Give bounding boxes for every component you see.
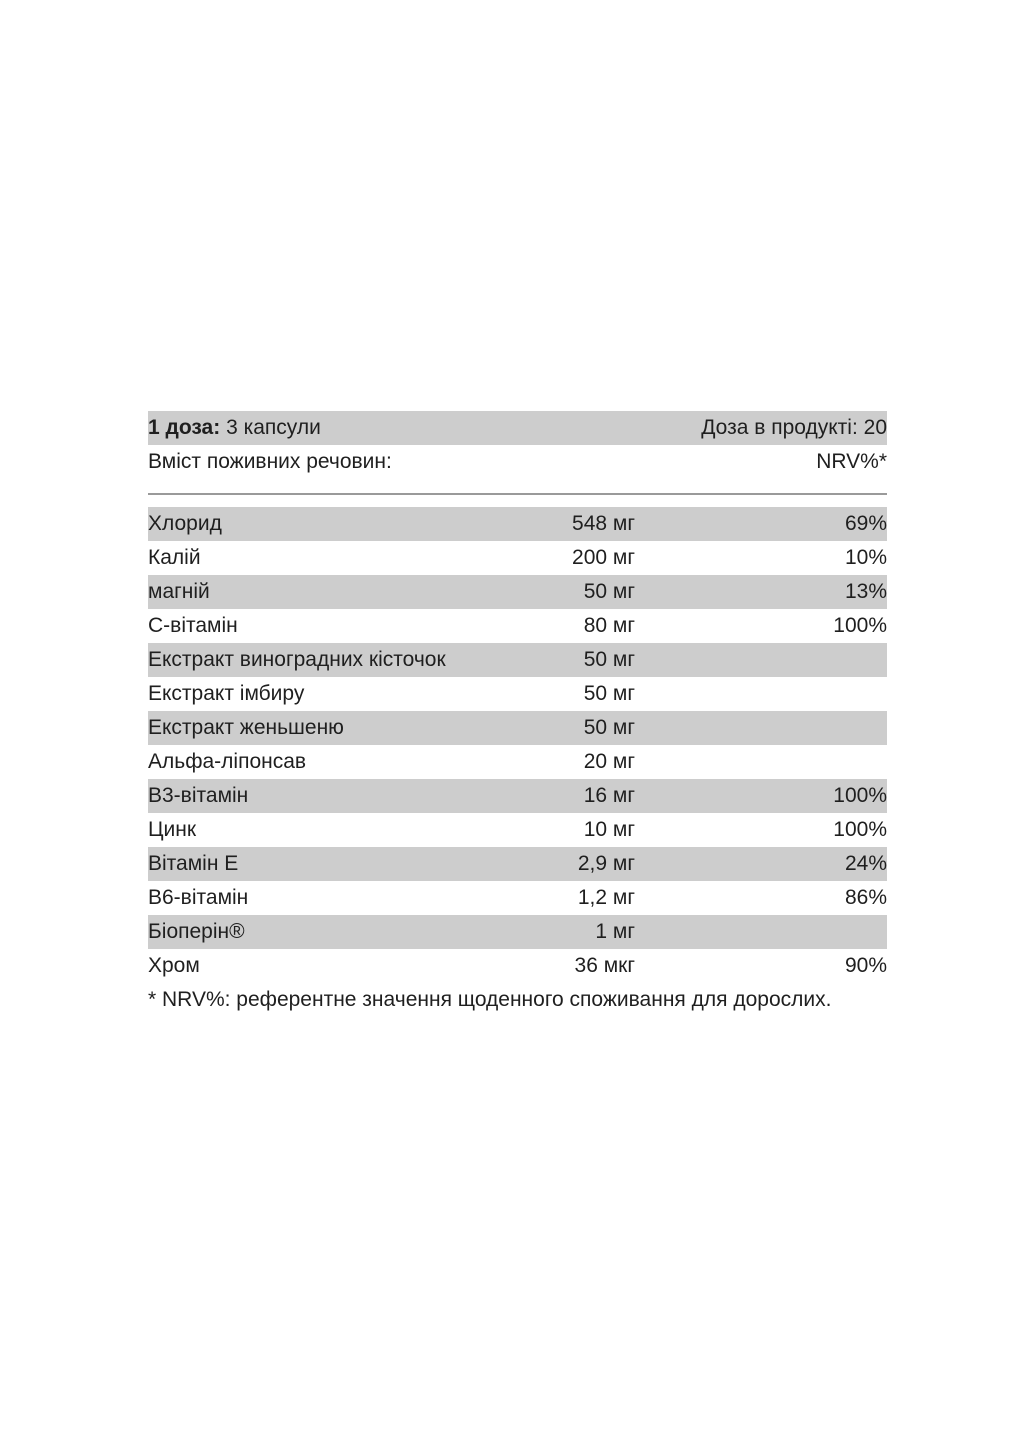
- nutrient-name: Альфа-ліпонсав: [148, 750, 307, 773]
- nutrient-name: Вітамін Е: [148, 852, 239, 875]
- table-row: [148, 507, 887, 541]
- nutrient-amount: 548 мг: [572, 512, 635, 535]
- nutrient-amount: 20 мг: [583, 750, 635, 773]
- nutrient-name: Біоперін®: [148, 920, 245, 943]
- nrv-column-label: NRV%*: [816, 450, 887, 473]
- nutrient-name: В3-вітамін: [148, 784, 249, 807]
- nutrient-nrv: 24%: [844, 852, 887, 875]
- nutrient-amount: 2,9 мг: [577, 852, 635, 875]
- nutrient-amount: 80 мг: [583, 614, 635, 637]
- table-row: [148, 881, 887, 915]
- content-label: Вміст поживних речовин:: [148, 450, 392, 473]
- nutrient-amount: 1,2 мг: [577, 886, 635, 909]
- nutrient-name: Екстракт женьшеню: [148, 716, 344, 739]
- nutrient-nrv: 10%: [844, 546, 887, 569]
- divider: [148, 493, 887, 495]
- nutrient-nrv: 69%: [844, 512, 887, 535]
- table-row: [148, 745, 887, 779]
- table-row: [148, 677, 887, 711]
- table-row: [148, 711, 887, 745]
- table-row: [148, 949, 887, 983]
- table-row: [148, 643, 887, 677]
- nutrient-amount: 50 мг: [583, 648, 635, 671]
- servings-per-container: Доза в продукті: 20: [701, 416, 887, 439]
- table-row: [148, 779, 887, 813]
- nutrient-amount: 16 мг: [583, 784, 635, 807]
- content-header-row: [148, 445, 887, 479]
- nutrient-name: С-вітамін: [148, 614, 238, 637]
- footnote: * NRV%: референтне значення щоденного споживання для дорослих.: [148, 988, 832, 1011]
- nutrient-nrv: 100%: [833, 614, 887, 637]
- nutrient-nrv: 100%: [833, 818, 887, 841]
- table-row: [148, 847, 887, 881]
- nutrient-nrv: 86%: [844, 886, 887, 909]
- nutrient-amount: 200 мг: [572, 546, 635, 569]
- dose-label: 1 доза:: [148, 416, 221, 439]
- nutrient-nrv: 100%: [833, 784, 887, 807]
- nutrient-name: Екстракт імбиру: [148, 682, 305, 705]
- nutrient-name: Цинк: [148, 818, 197, 841]
- dose-header-row: [148, 411, 887, 445]
- nutrient-amount: 50 мг: [583, 682, 635, 705]
- nutrient-nrv: 90%: [844, 954, 887, 977]
- table-row: [148, 541, 887, 575]
- nutrient-name: магній: [148, 580, 210, 603]
- table-row: [148, 813, 887, 847]
- nutrient-amount: 50 мг: [583, 580, 635, 603]
- nutrient-name: Хлорид: [148, 512, 222, 535]
- nutrient-nrv: 13%: [844, 580, 887, 603]
- dose-value: 3 капсули: [220, 416, 321, 439]
- nutrient-amount: 36 мкг: [574, 954, 635, 977]
- nutrient-amount: 1 мг: [595, 920, 635, 943]
- nutrient-name: Хром: [148, 954, 200, 977]
- nutrient-rows: [148, 507, 887, 983]
- nutrient-amount: 10 мг: [583, 818, 635, 841]
- table-row: [148, 915, 887, 949]
- table-row: [148, 575, 887, 609]
- nutrient-name: Екстракт виноградних кісточок: [148, 648, 446, 671]
- table-row: [148, 609, 887, 643]
- nutrient-name: В6-вітамін: [148, 886, 249, 909]
- nutrition-table: [148, 411, 887, 1017]
- nutrient-amount: 50 мг: [583, 716, 635, 739]
- dose-info: [148, 411, 321, 445]
- nutrient-name: Калій: [148, 546, 201, 569]
